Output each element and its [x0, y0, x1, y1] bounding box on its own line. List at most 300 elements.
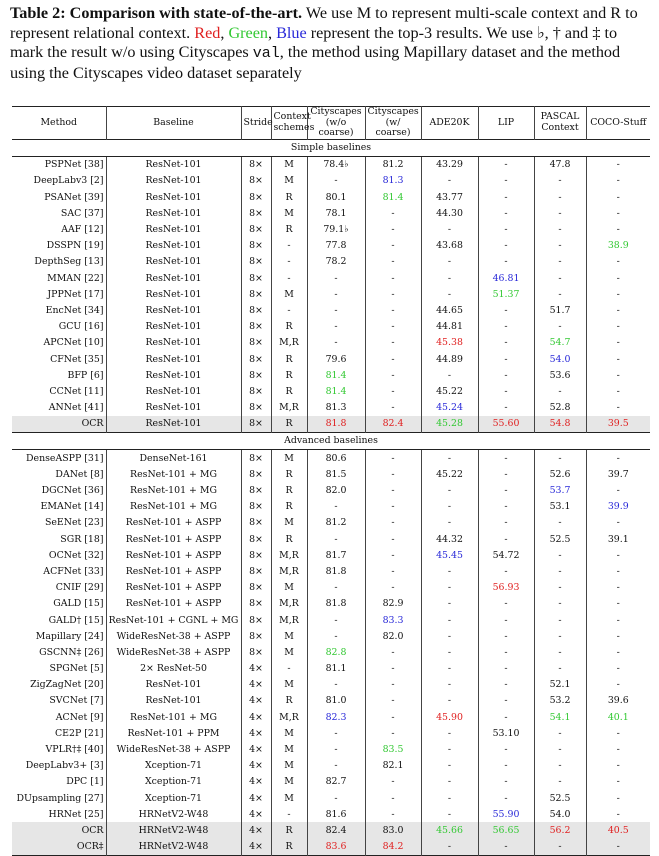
our-result-row	[12, 416, 650, 433]
cell-baseline: ResNet-101	[106, 677, 241, 693]
table-caption	[10, 4, 654, 83]
table-row	[12, 677, 650, 693]
cell-lip: -	[478, 238, 534, 254]
cell-cityscapes-w: -	[365, 286, 421, 302]
cell-cityscapes-wo: 79.6	[307, 351, 365, 367]
cell-lip: -	[478, 482, 534, 498]
cell-cityscapes-w: 82.0	[365, 628, 421, 644]
table-row	[12, 400, 650, 416]
cell-context: M,R	[271, 596, 307, 612]
cell-stride: 8×	[241, 628, 271, 644]
cell-pascal: -	[534, 515, 586, 531]
cell-lip: -	[478, 302, 534, 318]
cell-cityscapes-wo: -	[307, 173, 365, 189]
cell-pascal: -	[534, 238, 586, 254]
cell-cityscapes-wo: -	[307, 335, 365, 351]
caption-red: Red	[194, 23, 221, 42]
cell-lip: -	[478, 466, 534, 482]
cell-cityscapes-w: -	[365, 774, 421, 790]
cell-coco: -	[586, 205, 650, 221]
cell-cityscapes-w: -	[365, 661, 421, 677]
cell-stride: 8×	[241, 238, 271, 254]
cell-ade20k: 45.28	[421, 416, 478, 433]
table-row	[12, 335, 650, 351]
cell-method: DenseASPP [31]	[26, 452, 104, 464]
cell-pascal: -	[534, 644, 586, 660]
cell-method: HRNet [25]	[48, 808, 104, 820]
cell-cityscapes-wo: 78.4♭	[307, 156, 365, 173]
cell-method: OCR	[12, 822, 106, 838]
cell-coco: 39.6	[586, 693, 650, 709]
cell-cityscapes-wo: -	[307, 758, 365, 774]
cell-stride: 8×	[241, 302, 271, 318]
cell-coco: -	[586, 189, 650, 205]
cell-pascal: -	[534, 839, 586, 856]
cell-baseline: ResNet-101	[106, 189, 241, 205]
section-title: Advanced baselines	[12, 432, 650, 449]
cell-coco: -	[586, 758, 650, 774]
cell-cityscapes-w: 82.4	[365, 416, 421, 433]
cell-pascal: 54.0	[534, 351, 586, 367]
table-row	[12, 531, 650, 547]
table-row	[12, 286, 650, 302]
table-row	[12, 482, 650, 498]
table-row	[12, 221, 650, 237]
cell-cityscapes-wo: 82.7	[307, 774, 365, 790]
cell-baseline: ResNet-101	[106, 302, 241, 318]
table-row	[12, 319, 650, 335]
cell-coco: 40.5	[586, 822, 650, 838]
cell-cityscapes-wo: -	[307, 628, 365, 644]
section-row-advanced	[12, 432, 650, 449]
cell-context: M,R	[271, 547, 307, 563]
cell-method: SPGNet [5]	[49, 663, 104, 675]
cell-baseline: ResNet-101 + MG	[106, 709, 241, 725]
table-row	[12, 563, 650, 579]
cell-pascal: 53.6	[534, 367, 586, 383]
cell-baseline: ResNet-101 + ASPP	[106, 547, 241, 563]
cell-lip: -	[478, 205, 534, 221]
cell-context: R	[271, 499, 307, 515]
cell-baseline: ResNet-101	[106, 270, 241, 286]
cell-cityscapes-wo: 81.3	[307, 400, 365, 416]
cell-cityscapes-wo: -	[307, 270, 365, 286]
cell-cityscapes-wo: -	[307, 612, 365, 628]
cell-baseline: 2× ResNet-50	[106, 661, 241, 677]
table-row	[12, 515, 650, 531]
cell-lip: -	[478, 790, 534, 806]
cell-baseline: ResNet-101	[106, 351, 241, 367]
cell-method: DANet [8]	[55, 468, 104, 480]
cell-context: R	[271, 466, 307, 482]
caption-blue: Blue	[276, 23, 307, 42]
cell-cityscapes-wo: 82.4	[307, 822, 365, 838]
cell-coco: -	[586, 156, 650, 173]
cell-coco: 40.1	[586, 709, 650, 725]
cell-baseline: WideResNet-38 + ASPP	[106, 644, 241, 660]
cell-baseline: HRNetV2-W48	[106, 839, 241, 856]
cell-method: JPPNet [17]	[47, 288, 104, 300]
cell-cityscapes-w: 81.3	[365, 173, 421, 189]
cell-baseline: ResNet-101	[106, 156, 241, 173]
cell-lip: -	[478, 741, 534, 757]
cell-coco: 39.9	[586, 499, 650, 515]
cell-stride: 8×	[241, 612, 271, 628]
cell-method: OCR	[12, 416, 106, 433]
cell-cityscapes-wo: 81.8	[307, 416, 365, 433]
cell-method: DSSPN [19]	[46, 240, 104, 252]
cell-cityscapes-w: 84.2	[365, 839, 421, 856]
cell-coco: -	[586, 335, 650, 351]
header-pascal: PASCAL Context	[534, 107, 586, 140]
cell-method: AAF [12]	[61, 224, 104, 236]
cell-ade20k: -	[421, 367, 478, 383]
cell-coco: -	[586, 725, 650, 741]
cell-context: M	[271, 628, 307, 644]
cell-cityscapes-w: -	[365, 515, 421, 531]
cell-ade20k: 44.30	[421, 205, 478, 221]
cell-stride: 8×	[241, 173, 271, 189]
header-ade20k: ADE20K	[421, 107, 478, 140]
table-row	[12, 709, 650, 725]
cell-ade20k: 45.66	[421, 822, 478, 838]
cell-ade20k: -	[421, 774, 478, 790]
cell-baseline: ResNet-101	[106, 238, 241, 254]
cell-ade20k: -	[421, 758, 478, 774]
cell-baseline: WideResNet-38 + ASPP	[106, 628, 241, 644]
cell-context: R	[271, 822, 307, 838]
cell-cityscapes-w: -	[365, 383, 421, 399]
table-row	[12, 661, 650, 677]
cell-cityscapes-w: -	[365, 482, 421, 498]
cell-cityscapes-w: -	[365, 693, 421, 709]
cell-baseline: ResNet-101	[106, 335, 241, 351]
cell-cityscapes-wo: 77.8	[307, 238, 365, 254]
cell-baseline: ResNet-101	[106, 173, 241, 189]
cell-coco: -	[586, 367, 650, 383]
cell-stride: 8×	[241, 482, 271, 498]
cell-context: M	[271, 741, 307, 757]
cell-baseline: ResNet-101 + CGNL + MG	[106, 612, 241, 628]
cell-baseline: ResNet-101	[106, 693, 241, 709]
cell-baseline: Xception-71	[106, 758, 241, 774]
cell-lip: -	[478, 173, 534, 189]
cell-cityscapes-wo: -	[307, 531, 365, 547]
cell-method: DeepLabv3+ [3]	[25, 760, 104, 772]
cell-ade20k: 45.38	[421, 335, 478, 351]
cell-stride: 4×	[241, 661, 271, 677]
cell-lip: 56.93	[478, 580, 534, 596]
cell-ade20k: 45.45	[421, 547, 478, 563]
cell-cityscapes-w: -	[365, 806, 421, 822]
cell-pascal: -	[534, 450, 586, 467]
cell-cityscapes-wo: 78.1	[307, 205, 365, 221]
cell-method: CNIF [29]	[55, 582, 104, 594]
cell-stride: 8×	[241, 286, 271, 302]
cell-stride: 8×	[241, 400, 271, 416]
cell-ade20k: -	[421, 661, 478, 677]
cell-pascal: -	[534, 286, 586, 302]
cell-pascal: -	[534, 612, 586, 628]
caption-text-1: We use M to represent multi-scale context and R to represent relational context.	[10, 4, 638, 42]
cell-coco: -	[586, 806, 650, 822]
cell-context: R	[271, 351, 307, 367]
cell-method: ACFNet [33]	[43, 565, 104, 577]
cell-cityscapes-w: -	[365, 563, 421, 579]
cell-coco: -	[586, 450, 650, 467]
cell-stride: 4×	[241, 709, 271, 725]
cell-context: -	[271, 270, 307, 286]
cell-cityscapes-wo: 81.7	[307, 547, 365, 563]
cell-ade20k: 43.77	[421, 189, 478, 205]
cell-baseline: ResNet-101 + MG	[106, 466, 241, 482]
table-row	[12, 499, 650, 515]
cell-coco: -	[586, 400, 650, 416]
table-row	[12, 351, 650, 367]
cell-method: DPC [1]	[66, 776, 104, 788]
cell-lip: -	[478, 319, 534, 335]
table-row	[12, 693, 650, 709]
cell-ade20k: 44.65	[421, 302, 478, 318]
header-lip: LIP	[478, 107, 534, 140]
cell-context: M	[271, 286, 307, 302]
cell-stride: 4×	[241, 693, 271, 709]
cell-lip: -	[478, 156, 534, 173]
cell-cityscapes-w: -	[365, 221, 421, 237]
cell-ade20k: -	[421, 725, 478, 741]
table-row	[12, 580, 650, 596]
table-row	[12, 790, 650, 806]
cell-baseline: ResNet-101 + ASPP	[106, 596, 241, 612]
table-row	[12, 173, 650, 189]
cell-stride: 8×	[241, 450, 271, 467]
caption-text-3: , the method using Mapillary dataset and the method using the Cityscapes video dataset separately	[10, 43, 621, 82]
cell-pascal: -	[534, 758, 586, 774]
cell-baseline: DenseNet-161	[106, 450, 241, 467]
cell-context: M,R	[271, 563, 307, 579]
cell-method: GSCNN‡ [26]	[39, 646, 104, 658]
cell-method: SGR [18]	[60, 533, 104, 545]
cell-stride: 8×	[241, 270, 271, 286]
table-row	[12, 758, 650, 774]
cell-ade20k: -	[421, 628, 478, 644]
cell-coco: -	[586, 790, 650, 806]
cell-lip: -	[478, 450, 534, 467]
cell-stride: 8×	[241, 383, 271, 399]
cell-pascal: -	[534, 580, 586, 596]
cell-lip: 51.37	[478, 286, 534, 302]
cell-coco: 39.1	[586, 531, 650, 547]
cell-ade20k: 44.81	[421, 319, 478, 335]
cell-context: R	[271, 839, 307, 856]
cell-context: -	[271, 238, 307, 254]
cell-coco: -	[586, 580, 650, 596]
caption-text-2: represent the top-3 results. We use ♭, † and ‡ to mark the result w/o using Cityscapes	[10, 23, 618, 62]
cell-stride: 8×	[241, 189, 271, 205]
cell-cityscapes-w: -	[365, 270, 421, 286]
cell-context: M	[271, 725, 307, 741]
cell-baseline: ResNet-101 + MG	[106, 499, 241, 515]
cell-pascal: -	[534, 270, 586, 286]
cell-stride: 4×	[241, 790, 271, 806]
cell-baseline: ResNet-101 + MG	[106, 482, 241, 498]
caption-code: val	[252, 45, 280, 63]
header-coco: COCO-Stuff	[586, 107, 650, 140]
cell-stride: 8×	[241, 367, 271, 383]
cell-pascal: -	[534, 725, 586, 741]
cell-ade20k: -	[421, 173, 478, 189]
cell-cityscapes-w: -	[365, 677, 421, 693]
cell-method: APCNet [10]	[43, 337, 104, 349]
cell-method: DepthSeg [13]	[34, 256, 104, 268]
cell-baseline: ResNet-101	[106, 254, 241, 270]
cell-coco: -	[586, 839, 650, 856]
cell-cityscapes-wo: 81.0	[307, 693, 365, 709]
cell-method: GCU [16]	[58, 321, 104, 333]
cell-stride: 8×	[241, 466, 271, 482]
cell-lip: -	[478, 596, 534, 612]
cell-coco: -	[586, 596, 650, 612]
cell-pascal: 54.8	[534, 416, 586, 433]
cell-context: M	[271, 790, 307, 806]
cell-baseline: HRNetV2-W48	[106, 806, 241, 822]
cell-baseline: HRNetV2-W48	[106, 822, 241, 838]
cell-coco: -	[586, 482, 650, 498]
cell-stride: 8×	[241, 254, 271, 270]
cell-stride: 8×	[241, 515, 271, 531]
table-row	[12, 725, 650, 741]
cell-stride: 8×	[241, 416, 271, 433]
cell-cityscapes-wo: 81.5	[307, 466, 365, 482]
cell-cityscapes-w: -	[365, 335, 421, 351]
table-row	[12, 806, 650, 822]
cell-coco: -	[586, 254, 650, 270]
section-title: Simple baselines	[12, 139, 650, 156]
cell-lip: -	[478, 189, 534, 205]
table-row	[12, 741, 650, 757]
cell-cityscapes-wo: 82.3	[307, 709, 365, 725]
cell-lip: 46.81	[478, 270, 534, 286]
cell-ade20k: -	[421, 450, 478, 467]
cell-stride: 8×	[241, 351, 271, 367]
cell-ade20k: 45.24	[421, 400, 478, 416]
cell-context: M	[271, 758, 307, 774]
cell-ade20k: -	[421, 677, 478, 693]
cell-stride: 4×	[241, 677, 271, 693]
cell-baseline: ResNet-101	[106, 319, 241, 335]
cell-method: Mapillary [24]	[35, 630, 104, 642]
header-cityscapes-w: Cityscapes (w/ coarse)	[365, 107, 421, 140]
cell-stride: 8×	[241, 156, 271, 173]
cell-cityscapes-wo: 81.2	[307, 515, 365, 531]
cell-baseline: ResNet-101 + PPM	[106, 725, 241, 741]
cell-cityscapes-w: 82.1	[365, 758, 421, 774]
cell-cityscapes-wo: 79.1♭	[307, 221, 365, 237]
cell-method: EMANet [14]	[40, 501, 104, 513]
cell-coco: 38.9	[586, 238, 650, 254]
cell-lip: -	[478, 661, 534, 677]
cell-cityscapes-wo: 81.8	[307, 563, 365, 579]
cell-stride: 4×	[241, 758, 271, 774]
cell-cityscapes-w: -	[365, 547, 421, 563]
cell-ade20k: 45.90	[421, 709, 478, 725]
comparison-table	[12, 106, 650, 856]
cell-ade20k: -	[421, 806, 478, 822]
cell-coco: -	[586, 741, 650, 757]
cell-baseline: ResNet-101 + ASPP	[106, 515, 241, 531]
cell-baseline: ResNet-101	[106, 416, 241, 433]
cell-context: M,R	[271, 400, 307, 416]
cell-cityscapes-w: -	[365, 367, 421, 383]
cell-cityscapes-wo: -	[307, 741, 365, 757]
cell-lip: -	[478, 774, 534, 790]
cell-context: M	[271, 677, 307, 693]
cell-method: ACNet [9]	[55, 711, 104, 723]
cell-context: -	[271, 661, 307, 677]
cell-cityscapes-wo: 81.8	[307, 596, 365, 612]
cell-pascal: -	[534, 741, 586, 757]
cell-ade20k: 45.22	[421, 383, 478, 399]
cell-coco: -	[586, 547, 650, 563]
cell-pascal: -	[534, 205, 586, 221]
cell-pascal: 54.1	[534, 709, 586, 725]
cell-context: -	[271, 806, 307, 822]
cell-pascal: 52.5	[534, 790, 586, 806]
cell-method: BFP [6]	[67, 369, 104, 381]
cell-stride: 4×	[241, 839, 271, 856]
table-row	[12, 450, 650, 467]
cell-cityscapes-wo: -	[307, 677, 365, 693]
table-row	[12, 774, 650, 790]
cell-baseline: ResNet-101	[106, 286, 241, 302]
cell-pascal: 52.5	[534, 531, 586, 547]
cell-pascal: -	[534, 774, 586, 790]
cell-cityscapes-w: -	[365, 790, 421, 806]
cell-method: MMAN [22]	[47, 272, 104, 284]
cell-lip: -	[478, 693, 534, 709]
cell-method: ZigZagNet [20]	[30, 679, 104, 691]
cell-pascal: -	[534, 173, 586, 189]
cell-lip: 54.72	[478, 547, 534, 563]
cell-context: M	[271, 173, 307, 189]
cell-context: M	[271, 580, 307, 596]
cell-pascal: 52.6	[534, 466, 586, 482]
cell-method: PSPNet [38]	[44, 159, 104, 171]
cell-lip: -	[478, 400, 534, 416]
cell-cityscapes-wo: 80.1	[307, 189, 365, 205]
cell-lip: -	[478, 499, 534, 515]
cell-pascal: 54.0	[534, 806, 586, 822]
cell-ade20k: -	[421, 482, 478, 498]
cell-cityscapes-w: 81.4	[365, 189, 421, 205]
cell-ade20k: -	[421, 499, 478, 515]
table-row	[12, 628, 650, 644]
cell-cityscapes-w: -	[365, 450, 421, 467]
cell-context: R	[271, 482, 307, 498]
cell-lip: -	[478, 644, 534, 660]
cell-cityscapes-wo: 83.6	[307, 839, 365, 856]
cell-lip: 55.60	[478, 416, 534, 433]
cell-coco: -	[586, 644, 650, 660]
caption-title: Comparison with state-of-the-art.	[69, 4, 303, 22]
header-cityscapes-wo: Cityscapes (w/o coarse)	[307, 107, 365, 140]
cell-baseline: ResNet-101	[106, 205, 241, 221]
cell-stride: 8×	[241, 547, 271, 563]
cell-stride: 8×	[241, 580, 271, 596]
table-row	[12, 302, 650, 318]
cell-method: DeepLabv3 [2]	[33, 175, 104, 187]
cell-ade20k: 44.32	[421, 531, 478, 547]
